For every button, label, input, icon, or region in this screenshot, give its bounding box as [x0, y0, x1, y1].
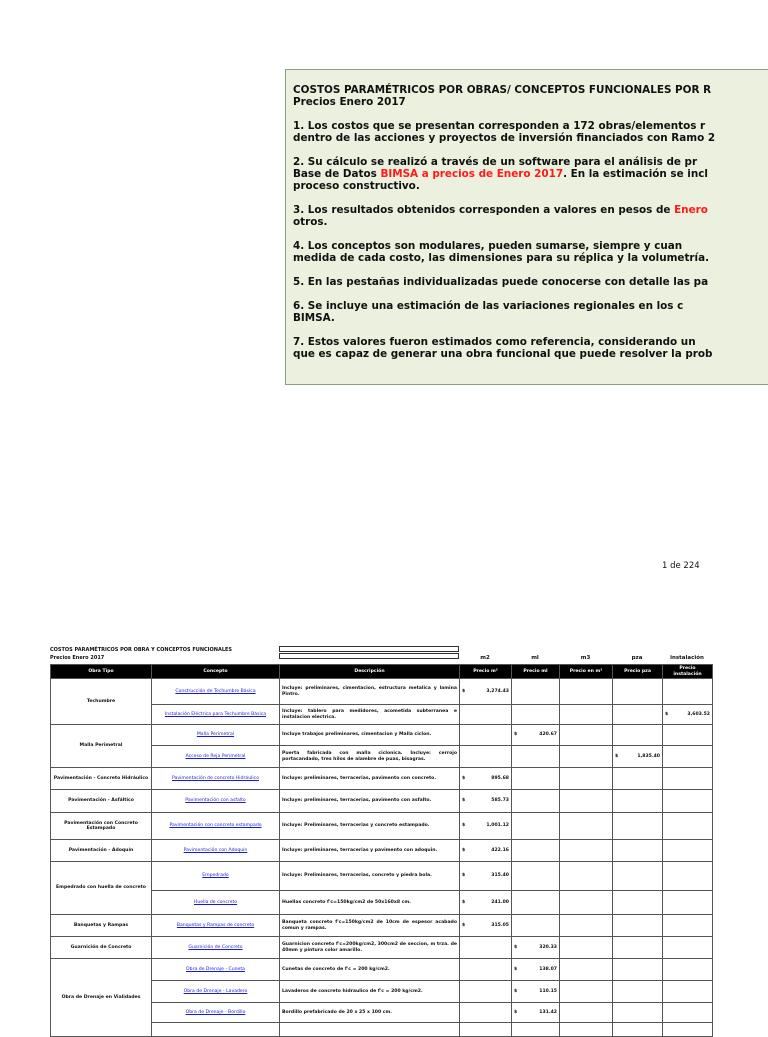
intro-segment: BIMSA.	[293, 312, 335, 324]
page-number: 1 de 224	[662, 561, 700, 571]
price-cell	[512, 937, 560, 959]
intro-line	[293, 168, 768, 180]
obra-tipo-cell: Pavimentación - Concreto Hidráulico	[51, 768, 152, 790]
descripcion-cell: Incluye: Preliminares, terracerias y concreto estampado.	[280, 813, 460, 840]
concepto-cell	[152, 813, 280, 840]
intro-line	[293, 336, 768, 348]
intro-line	[293, 180, 768, 192]
intro-segment: 3. Los resultados obtenidos corresponden a valores en pesos de	[293, 204, 675, 216]
price-cell	[663, 862, 713, 891]
table-row	[51, 840, 713, 862]
concepto-link[interactable]: Pavimentación con asfalto	[185, 798, 246, 804]
price-cell	[460, 679, 512, 705]
empty-cell	[279, 653, 459, 659]
price-cell	[613, 768, 663, 790]
concepto-link[interactable]: Acceso de Reja Perimetral	[185, 753, 246, 759]
price-cell	[560, 891, 613, 915]
price-cell	[613, 1003, 663, 1023]
intro-segment: Precios Enero 2017	[293, 96, 406, 108]
concepto-cell	[152, 725, 280, 746]
descripcion-cell: Incluye: preliminares, cimentacion, estructura metalica y lamina Pintro.	[280, 679, 460, 705]
descripcion-cell: Puerta fabricada con malla ciclonica. Incluye: cerrojo portacandado, tres hilos de alambre de puas, bisagras.	[280, 746, 460, 768]
sheet-subtitle: Precios Enero 2017	[50, 655, 105, 661]
concepto-cell	[152, 705, 280, 725]
price-cell	[512, 891, 560, 915]
price-cell	[663, 746, 713, 768]
intro-gap	[293, 264, 768, 276]
intro-text	[293, 84, 768, 360]
price-cell	[460, 705, 512, 725]
cost-table	[50, 664, 713, 1037]
price-cell	[613, 725, 663, 746]
price-cell	[460, 813, 512, 840]
intro-line	[293, 276, 768, 288]
price-cell	[460, 862, 512, 891]
descripcion-cell: Bordillo prefabricado de 20 x 25 x 100 cm.	[280, 1003, 460, 1023]
price-cell	[663, 891, 713, 915]
descripcion-cell: Lavaderos de concreto hidraulico de f'c = 200 kg/cm2.	[280, 981, 460, 1003]
concepto-link[interactable]: Obra de Drenaje - Cuneta	[186, 966, 245, 972]
price-cell	[512, 1023, 560, 1037]
price-cell	[663, 813, 713, 840]
header-descripcion: Descripción	[280, 665, 460, 679]
price-value: 1,001.12	[486, 823, 509, 829]
price-value: 320.33	[539, 944, 557, 950]
price-cell	[560, 1003, 613, 1023]
price-cell	[512, 813, 560, 840]
intro-segment: proceso constructivo.	[293, 180, 420, 192]
price-cell	[613, 813, 663, 840]
price-cell	[613, 862, 663, 891]
concepto-cell	[152, 679, 280, 705]
price-cell	[560, 813, 613, 840]
concepto-cell	[152, 1003, 280, 1023]
price-cell	[512, 790, 560, 813]
intro-line	[293, 120, 768, 132]
table-row	[51, 725, 713, 746]
price-cell	[560, 937, 613, 959]
currency-sign: $	[462, 899, 466, 905]
concepto-cell	[152, 768, 280, 790]
currency-sign: $	[514, 1009, 518, 1015]
price-cell	[560, 705, 613, 725]
table-row	[51, 790, 713, 813]
price-cell	[663, 959, 713, 981]
currency-sign: $	[665, 711, 669, 717]
concepto-cell	[152, 790, 280, 813]
concepto-link[interactable]: Malla Perimetral	[196, 732, 235, 738]
unit-ml: ml	[531, 655, 539, 661]
price-cell	[613, 959, 663, 981]
intro-segment: Enero	[674, 204, 708, 216]
intro-segment: Base de Datos	[293, 168, 381, 180]
table-header-row	[51, 665, 713, 679]
price-cell	[560, 746, 613, 768]
concepto-cell	[152, 981, 280, 1003]
price-cell	[663, 840, 713, 862]
price-cell	[512, 1003, 560, 1023]
header-obra-tipo: Obra Tipo	[51, 665, 152, 679]
price-value: 3,274.43	[486, 688, 509, 694]
sheet-title: COSTOS PARAMÉTRICOS POR OBRA Y CONCEPTOS FUNCIONALES	[50, 647, 233, 653]
price-cell	[663, 915, 713, 937]
price-cell	[560, 790, 613, 813]
currency-sign: $	[514, 944, 518, 950]
header-precio-instalacion: Precio instalación	[663, 665, 713, 679]
price-cell	[460, 790, 512, 813]
price-cell	[512, 959, 560, 981]
price-value: 585.73	[491, 798, 509, 804]
descripcion-cell: Guarnicion concreto f'c=200kg/cm2, 300cm2 de seccion, m trza. de 40mm y pintura color amarillo.	[280, 937, 460, 959]
currency-sign: $	[462, 873, 466, 879]
obra-tipo-cell: Pavimentación - Adoquín	[51, 840, 152, 862]
currency-sign: $	[462, 922, 466, 928]
currency-sign: $	[514, 732, 518, 738]
table-row	[51, 937, 713, 959]
price-cell	[663, 725, 713, 746]
price-cell	[512, 768, 560, 790]
obra-tipo-cell: Banquetas y Rampas	[51, 915, 152, 937]
descripcion-cell: Incluye: preliminares, terracerias, pavimento con asfalto.	[280, 790, 460, 813]
header-precio-ml: Precio ml	[512, 665, 560, 679]
intro-line	[293, 96, 768, 108]
price-cell	[512, 679, 560, 705]
concepto-link[interactable]: Pavimentación con concreto estampado	[169, 823, 262, 829]
concepto-link[interactable]: Empedrado	[202, 873, 229, 879]
concepto-cell	[152, 891, 280, 915]
table-row	[51, 862, 713, 891]
price-cell	[560, 768, 613, 790]
concepto-cell	[152, 937, 280, 959]
price-cell	[613, 915, 663, 937]
descripcion-cell: Banqueta concreto f'c=150kg/cm2 de 10cm de espesor acabado comun y rampas.	[280, 915, 460, 937]
price-cell	[512, 746, 560, 768]
concepto-link[interactable]: Guarnición de Concreto	[188, 944, 243, 950]
price-value: 131.42	[539, 1009, 557, 1015]
price-cell	[663, 1023, 713, 1037]
price-cell	[460, 1003, 512, 1023]
price-cell	[663, 790, 713, 813]
intro-box	[285, 69, 768, 385]
price-value: 110.15	[539, 988, 557, 994]
price-cell	[560, 840, 613, 862]
unit-m3: m3	[580, 655, 591, 661]
price-cell	[512, 981, 560, 1003]
concepto-link[interactable]: Pavimentación con Adoquín	[183, 847, 248, 853]
price-cell	[460, 768, 512, 790]
price-cell	[663, 1003, 713, 1023]
intro-segment: otros.	[293, 216, 328, 228]
unit-m2: m2	[480, 655, 490, 661]
price-value: 3,603.52	[687, 711, 710, 717]
obra-tipo-cell: Pavimentación - Asfáltico	[51, 790, 152, 813]
price-cell	[460, 937, 512, 959]
intro-segment: 7. Estos valores fueron estimados como referencia, considerando un	[293, 336, 696, 348]
price-value: 241.00	[491, 899, 509, 905]
intro-segment: BIMSA a precios de Enero 2017	[380, 168, 564, 180]
price-cell	[560, 959, 613, 981]
intro-line	[293, 84, 768, 96]
currency-sign: $	[462, 847, 466, 853]
intro-line	[293, 240, 768, 252]
concepto-link[interactable]: Construcción de Techumbre Básica	[175, 688, 256, 694]
price-cell	[663, 981, 713, 1003]
obra-tipo-cell: Guarnición de Concreto	[51, 937, 152, 959]
price-cell	[512, 862, 560, 891]
intro-segment: dentro de las acciones y proyectos de inversión financiados con Ramo 2	[293, 132, 716, 144]
currency-sign: $	[462, 775, 466, 781]
concepto-cell	[152, 746, 280, 768]
price-cell	[613, 937, 663, 959]
currency-sign: $	[514, 966, 518, 972]
intro-line	[293, 252, 768, 264]
header-concepto: Concepto	[152, 665, 280, 679]
price-value: 315.05	[491, 922, 509, 928]
price-cell	[663, 937, 713, 959]
concepto-cell	[152, 840, 280, 862]
concepto-link[interactable]: Banquetas y Rampas de concreto	[176, 922, 255, 928]
table-row	[51, 959, 713, 981]
obra-tipo-cell: Techumbre	[51, 679, 152, 725]
header-precio-pza: Precio pza	[613, 665, 663, 679]
price-cell	[663, 679, 713, 705]
price-cell	[613, 981, 663, 1003]
price-cell	[560, 725, 613, 746]
concepto-cell	[152, 915, 280, 937]
intro-line	[293, 312, 768, 324]
intro-line	[293, 216, 768, 228]
currency-sign: $	[462, 823, 466, 829]
price-cell	[460, 891, 512, 915]
intro-line	[293, 204, 768, 216]
price-cell	[460, 915, 512, 937]
price-cell	[560, 862, 613, 891]
price-cell	[460, 981, 512, 1003]
price-cell	[460, 1023, 512, 1037]
concepto-link[interactable]: Obra de Drenaje - Lavadero	[183, 988, 248, 994]
price-value: 895.68	[491, 775, 509, 781]
intro-line	[293, 300, 768, 312]
price-cell	[613, 1023, 663, 1037]
table-row	[51, 679, 713, 705]
obra-tipo-cell: Pavimentación con Concreto Estampado	[51, 813, 152, 840]
header-precio-m2: Precio m²	[460, 665, 512, 679]
intro-gap	[293, 108, 768, 120]
concepto-cell	[152, 1023, 280, 1037]
price-value: 1,835.40	[637, 753, 660, 759]
price-cell	[613, 790, 663, 813]
table-row	[51, 915, 713, 937]
intro-segment: 1. Los costos que se presentan corresponden a 172 obras/elementos r	[293, 120, 706, 132]
descripcion-cell: Incluye: Preliminares, terracerias, concreto y piedra bola.	[280, 862, 460, 891]
price-value: 315.40	[491, 873, 509, 879]
price-cell	[613, 840, 663, 862]
price-cell	[613, 891, 663, 915]
currency-sign: $	[615, 753, 619, 759]
descripcion-cell: Incluye: preliminares, terracerias y pavimento con adoquin.	[280, 840, 460, 862]
header-precio-m3: Precio en m³	[560, 665, 613, 679]
price-value: 138.07	[539, 966, 557, 972]
intro-line	[293, 132, 768, 144]
intro-segment: . En la estimación se incl	[563, 168, 708, 180]
descripcion-cell: Incluye trabajos preliminares, cimentacion y Malla ciclon.	[280, 725, 460, 746]
intro-gap	[293, 192, 768, 204]
intro-gap	[293, 144, 768, 156]
unit-pza: pza	[631, 655, 643, 661]
price-value: 422.16	[491, 847, 509, 853]
price-cell	[512, 705, 560, 725]
unit-instalacion: instalación	[670, 655, 704, 661]
intro-line	[293, 156, 768, 168]
price-cell	[460, 725, 512, 746]
obra-tipo-cell: Empedrado con huella de concreto	[51, 862, 152, 915]
descripcion-cell: Incluye: preliminares, terracerias, pavimento con concreto.	[280, 768, 460, 790]
price-cell	[613, 746, 663, 768]
price-cell	[512, 725, 560, 746]
table-row	[51, 813, 713, 840]
price-cell	[460, 840, 512, 862]
currency-sign: $	[462, 688, 466, 694]
descripcion-cell	[280, 1023, 460, 1037]
intro-segment: 5. En las pestañas individualizadas puede conocerse con detalle las pa	[293, 276, 709, 288]
descripcion-cell: Huellas concreto f'c=150kg/cm2 de 50x160x8 cm.	[280, 891, 460, 915]
intro-gap	[293, 288, 768, 300]
intro-segment: COSTOS PARAMÉTRICOS POR OBRAS/ CONCEPTOS FUNCIONALES POR R	[293, 84, 712, 96]
obra-tipo-cell: Obra de Drenaje en Vialidades	[51, 959, 152, 1037]
concepto-cell	[152, 959, 280, 981]
empty-cell	[279, 646, 459, 652]
intro-gap	[293, 324, 768, 336]
intro-segment: 4. Los conceptos son modulares, pueden sumarse, siempre y cuan	[293, 240, 683, 252]
descripcion-cell: Incluye: tablero para medidores, acometida subterranea e instalacion electrica.	[280, 705, 460, 725]
currency-sign: $	[462, 798, 466, 804]
price-cell	[560, 1023, 613, 1037]
concepto-link[interactable]: Instalación Eléctrica para Techumbre Básica	[164, 711, 267, 717]
intro-segment: 2. Su cálculo se realizó a través de un software para el análisis de pr	[293, 156, 698, 168]
price-cell	[460, 959, 512, 981]
concepto-link[interactable]: Huella de concreto	[193, 899, 238, 905]
price-cell	[663, 768, 713, 790]
concepto-link[interactable]: Obra de Drenaje - Bordillo	[185, 1009, 246, 1015]
price-cell	[512, 840, 560, 862]
obra-tipo-cell: Malla Perimetral	[51, 725, 152, 768]
price-cell	[512, 915, 560, 937]
price-cell	[560, 915, 613, 937]
price-cell	[460, 746, 512, 768]
intro-line	[293, 348, 768, 360]
intro-segment: 6. Se incluye una estimación de las variaciones regionales en los c	[293, 300, 684, 312]
currency-sign: $	[514, 988, 518, 994]
price-cell	[613, 705, 663, 725]
price-cell	[560, 679, 613, 705]
intro-segment: que es capaz de generar una obra funcional que puede resolver la prob	[293, 348, 713, 360]
price-value: 420.67	[539, 732, 557, 738]
price-cell	[613, 679, 663, 705]
table-row	[51, 768, 713, 790]
sheet-title-block	[50, 646, 232, 662]
concepto-link[interactable]: Pavimentación de concreto Hidráulico	[172, 775, 259, 781]
descripcion-cell: Cunetas de concreto de f'c = 200 kg/cm2.	[280, 959, 460, 981]
concepto-cell	[152, 862, 280, 891]
price-cell	[663, 705, 713, 725]
intro-segment: medida de cada costo, las dimensiones para su réplica y la volumetría.	[293, 252, 710, 264]
intro-gap	[293, 228, 768, 240]
price-cell	[560, 981, 613, 1003]
